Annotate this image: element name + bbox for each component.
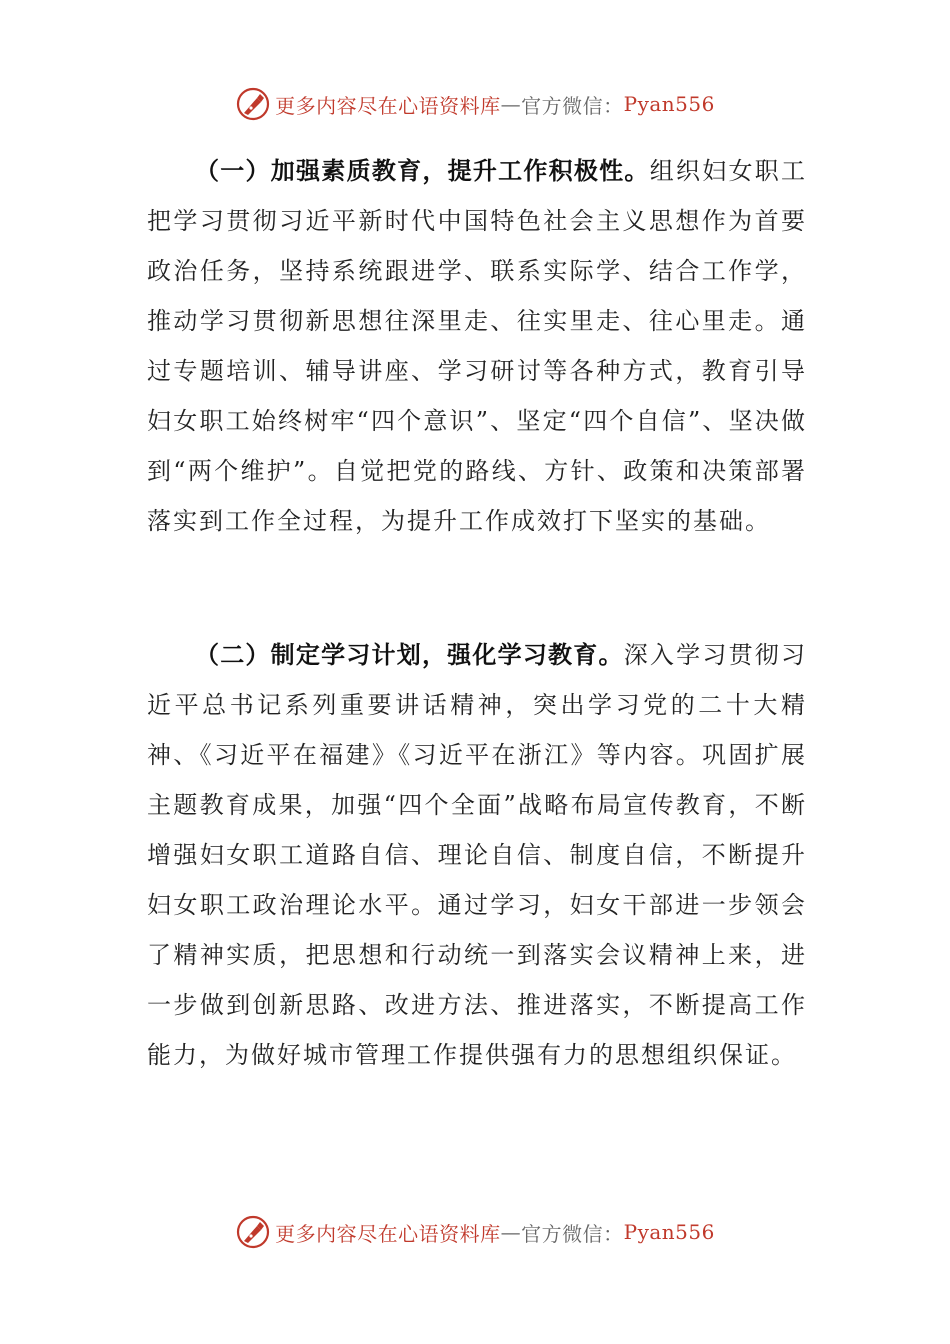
watermark-dash: —: [500, 1220, 522, 1244]
watermark-site-text: 更多内容尽在心语资料库: [275, 93, 501, 118]
paragraph-1-body: 组织妇女职工把学习贯彻习近平新时代中国特色社会主义思想作为首要政治任务，坚持系统跟进学、联系实际学、结合工作学，推动学习贯彻新思想往深里走、往实里走、往心里走。通过专题培训、辅导讲座、学习研讨等各种方式，教育引导妇女职工始终树牢“四个意识”、坚定“四个自信”、坚决做到“两个维护”。自觉把党的路线、方针、政策和决策部署落实到工作全过程，为提升工作成效打下坚实的基础。: [147, 157, 808, 535]
paragraph-2: [147, 630, 807, 1080]
paragraph-1: [147, 146, 807, 546]
watermark-wechat-label: 官方微信：: [521, 93, 624, 118]
pen-nib-circle-icon: [235, 86, 271, 122]
pen-nib-circle-icon: [235, 1214, 271, 1250]
paragraph-2-body: 深入学习贯彻习近平总书记系列重要讲话精神，突出学习党的二十大精神、《习近平在福建》《习近平在浙江》等内容。巩固扩展主题教育成果，加强“四个全面”战略布局宣传教育，不断增强妇女职工道路自信、理论自信、制度自信，不断提升妇女职工政治理论水平。通过学习，妇女干部进一步领会了精神实质，把思想和行动统一到落实会议精神上来，进一步做到创新思路、改进方法、推进落实，不断提高工作能力，为做好城市管理工作提供强有力的思想组织保证。: [147, 641, 808, 1069]
watermark-wechat-id: Pyan556: [623, 1220, 715, 1244]
footer-watermark: [0, 1210, 950, 1254]
watermark-wechat-id: Pyan556: [623, 92, 715, 116]
paragraph-2-heading: （二）制定学习计划，强化学习教育。: [195, 641, 624, 669]
watermark-site-text: 更多内容尽在心语资料库: [275, 1221, 501, 1246]
header-watermark: [0, 82, 950, 126]
watermark-dash: —: [500, 92, 522, 116]
watermark-wechat-label: 官方微信：: [521, 1221, 624, 1246]
paragraph-1-heading: （一）加强素质教育，提升工作积极性。: [195, 157, 650, 185]
